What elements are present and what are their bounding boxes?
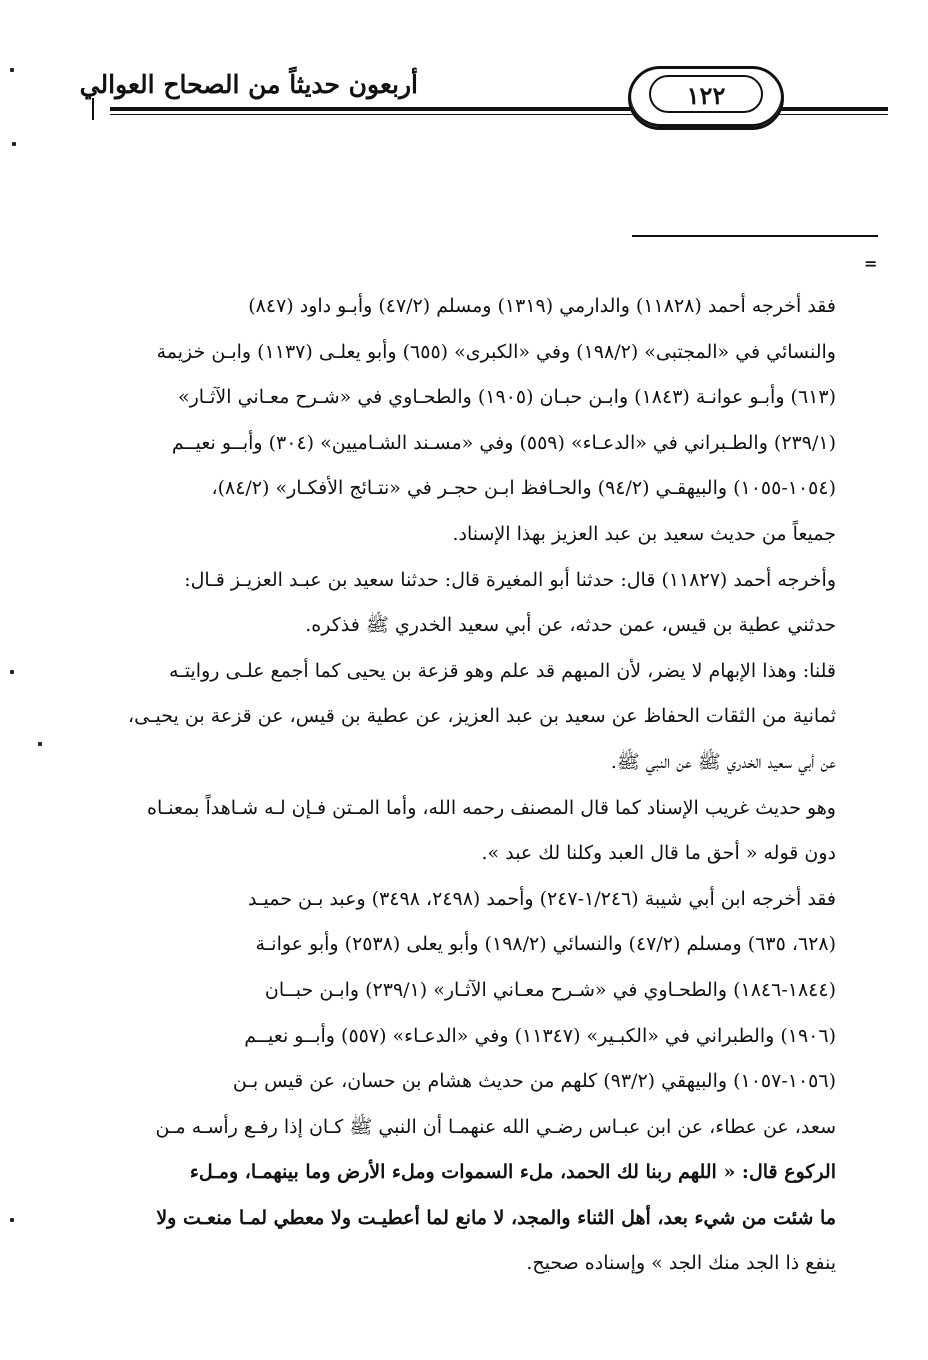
text-line: (١٩٠٦) والطبراني في «الكبـير» (١١٣٤٧) وفي «الدعـاء» (٥٥٧) وأبــو نعيــم [244, 1024, 836, 1047]
text-line: سعد، عن عطاء، عن ابن عبـاس رضـي الله عنهمـا أن النبي ﷺ كـان إذا رفـع رأسـه مـن [155, 1115, 836, 1138]
page-header [79, 58, 888, 128]
text-line: عن أبي سعيد الخدري ﷺ عن النبي ﷺ. [610, 750, 836, 773]
text-line: الركوع قال: « اللهم ربنا لك الحمد، ملء السموات وملء الأرض وما بينهمـا، ومـلء [189, 1161, 836, 1184]
page-number-badge [628, 66, 784, 130]
text-line: حدثني عطية بن قيس، عمن حدثه، عن أبي سعيد الخدري ﷺ فذكره. [305, 614, 836, 637]
scan-speck [12, 142, 16, 146]
page-number: ١٢٢ [686, 81, 726, 110]
text-line: والنسائي في «المجتبى» (١٩٨/٢) وفي «الكبرى» (٦٥٥) وأبو يعلـى (١١٣٧) وابـن خزيمة [156, 340, 836, 363]
text-line: ثمانية من الثقات الحفاظ عن سعيد بن عبد العزيز، عن عطية بن قيس، عن قزعة بن يحيـى، [128, 705, 836, 728]
text-line: فقد أخرجه ابن أبي شيبة (١/٢٤٦-٢٤٧) وأحمد (٢٤٩٨، ٣٤٩٨) وعبد بـن حميـد [248, 887, 836, 910]
separator-mark: = [864, 254, 878, 273]
scan-speck [38, 742, 42, 746]
text-line: (١٠٥٦-١٠٥٧) والبيهقي (٩٣/٢) كلهم من حديث هشام بن حسان، عن قيس بـن [232, 1070, 836, 1093]
text-line: ينفع ذا الجد منك الجد » وإسناده صحيح. [526, 1252, 836, 1275]
scan-speck [10, 670, 14, 674]
page-number-frame [649, 75, 763, 113]
text-line: جميعاً من حديث سعيد بن عبد العزيز بهذا الإسناد. [452, 522, 836, 545]
scan-speck [10, 68, 14, 72]
text-line: فقد أخرجه أحمد (١١٨٢٨) والدارمي (١٣١٩) ومسلم (٤٧/٢) وأبـو داود (٨٤٧) [248, 295, 836, 317]
footnote-separator [632, 235, 878, 237]
text-body [112, 284, 836, 1287]
text-line: (٦٢٨، ٦٣٥) ومسلم (٤٧/٢) والنسائي (١٩٨/٢) وأبو يعلى (٢٥٣٨) وأبو عوانـة [255, 933, 836, 956]
text-line: قلنا: وهذا الإبهام لا يضر، لأن المبهم قد علم وهو قزعة بن يحيى كما أجمع علـى روايتـه [169, 659, 836, 682]
text-line: (٢٣٩/١) والطـبراني في «الدعـاء» (٥٥٩) وفي «مسـند الشـاميين» (٣٠٤) وأبــو نعيــم [171, 431, 836, 454]
text-line: دون قوله « أحق ما قال العبد وكلنا لك عبد ». [481, 842, 836, 865]
text-line: (١٨٤٤-١٨٤٦) والطحـاوي في «شـرح معـاني الآثـار» (٢٣٩/١) وابـن حبــان [264, 978, 836, 1001]
text-line: ما شئت من شيء بعد، أهل الثناء والمجد، لا مانع لما أعطيـت ولا معطي لمـا منعـت ولا [156, 1206, 836, 1229]
text-line: وأخرجه أحمد (١١٨٢٧) قال: حدثنا أبو المغيرة قال: حدثنا سعيد بن عبـد العزيـز قـال: [184, 568, 836, 591]
text-line: (١٠٥٤-١٠٥٥) والبيهقـي (٩٤/٢) والحـافظ ابـن حجـر في «نتـائج الأفكـار» (٨٤/٢)، [211, 477, 836, 500]
book-title: أربعون حديثاً من الصحاح العوالي [79, 70, 418, 99]
scan-speck [10, 1218, 14, 1222]
text-line: (٦١٣) وأبـو عوانـة (١٨٤٣) وابـن حبـان (١٩٠٥) والطحـاوي في «شـرح معـاني الآثـار» [177, 386, 836, 409]
text-line: وهو حديث غريب الإسناد كما قال المصنف رحمه الله، وأما المـتن فـإن لـه شـاهداً بمعنـاه [146, 796, 836, 819]
